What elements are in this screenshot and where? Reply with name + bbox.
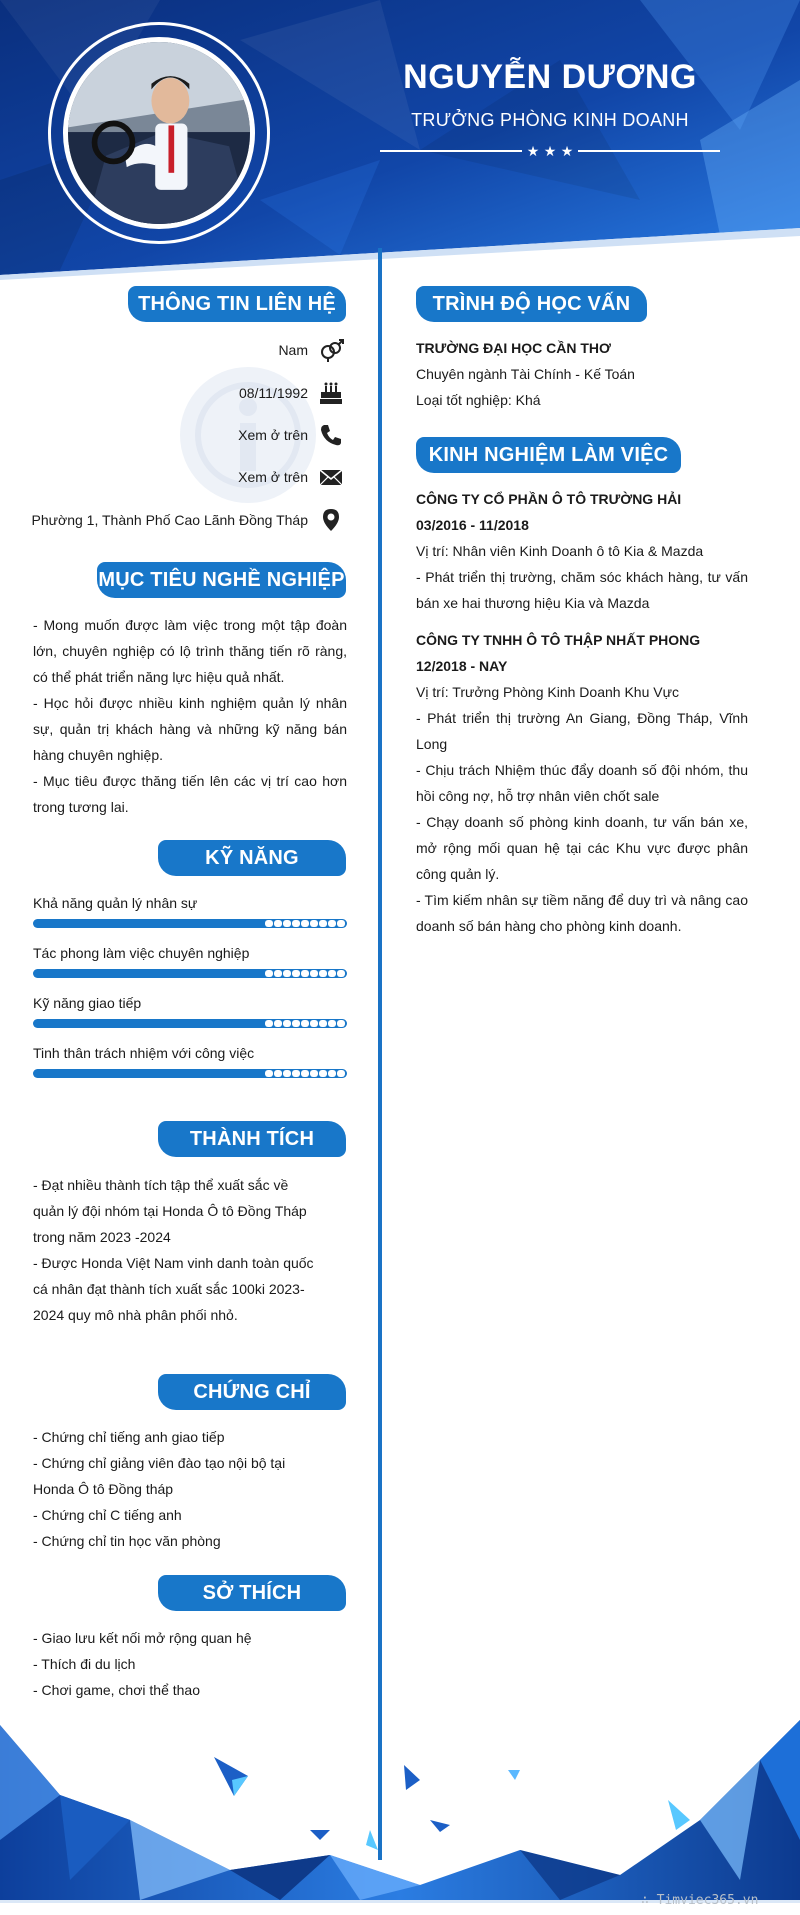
skill-item: [33, 895, 347, 928]
hobby-line: - Thích đi du lịch: [33, 1656, 136, 1672]
contact-heading: THÔNG TIN LIÊN HỆ: [128, 286, 346, 322]
gender-icon: [318, 337, 344, 363]
email-value: Xem ở trên: [238, 469, 308, 485]
job-period: 03/2016 - 11/2018: [416, 517, 529, 533]
skill-level-dots: [265, 920, 345, 927]
candidate-name: NGUYỄN DƯƠNG: [403, 58, 697, 96]
address-value: Phường 1, Thành Phố Cao Lãnh Đồng Tháp: [31, 512, 308, 528]
contact-gender: [278, 337, 344, 363]
job-description: - Tìm kiếm nhân sự tiềm năng để duy trì và nâng cao doanh số bán hàng cho phòng kinh doanh.: [416, 892, 748, 934]
skill-label: Tác phong làm việc chuyên nghiệp: [33, 945, 250, 961]
skill-item: [33, 945, 347, 978]
education-major: Chuyên ngành Tài Chính - Kế Toán: [416, 366, 635, 382]
certificate-line: - Chứng chỉ tiếng anh giao tiếp: [33, 1429, 225, 1445]
hobbies-text: [33, 1625, 347, 1703]
job-company: CÔNG TY CỔ PHẦN Ô TÔ TRƯỜNG HẢI: [416, 491, 682, 507]
contact-birthday: [239, 380, 344, 406]
column-divider: [378, 248, 382, 1860]
job-description: - Chịu trách Nhiệm thúc đẩy doanh số đội nhóm, thu hồi công nợ, hỗ trợ nhân viên chốt sale: [416, 762, 748, 804]
title-divider: [380, 142, 720, 160]
job-description: - Chạy doanh số phòng kinh doanh, tư vấn bán xe, mở rộng mối quan hệ tại các Khu vực được phân công quản lý.: [416, 814, 748, 882]
education-grade: Loại tốt nghiệp: Khá: [416, 392, 541, 408]
skill-level-dots: [265, 1070, 345, 1077]
certificates-text: [33, 1424, 347, 1554]
achievements-text: [33, 1172, 347, 1328]
job-position: Vị trí: Trưởng Phòng Kinh Doanh Khu Vực: [416, 684, 679, 700]
certificate-line: - Chứng chỉ tin học văn phòng: [33, 1533, 221, 1549]
profile-photo: [63, 37, 255, 229]
certificate-line: - Chứng chỉ giảng viên đào tạo nội bộ tại: [33, 1455, 286, 1471]
achievement-line: 2024 quy mô nhà phân phối nhỏ.: [33, 1307, 238, 1323]
location-icon: [318, 507, 344, 533]
footer-decoration: [0, 1700, 800, 1915]
hobbies-heading: SỞ THÍCH: [158, 1575, 346, 1611]
objective-text: [33, 612, 347, 820]
hobby-line: - Chơi game, chơi thể thao: [33, 1682, 200, 1698]
achievement-line: - Đạt nhiều thành tích tập thể xuất sắc về: [33, 1177, 289, 1193]
job-company: CÔNG TY TNHH Ô TÔ THẬP NHẤT PHONG: [416, 632, 701, 648]
certificate-line: Honda Ô tô Đồng tháp: [33, 1481, 174, 1497]
skill-label: Khả năng quản lý nhân sự: [33, 895, 198, 911]
objective-paragraph: - Mục tiêu được thăng tiến lên các vị trí cao hơn trong tương lai.: [33, 773, 347, 815]
contact-phone: [238, 422, 344, 448]
job-position: Vị trí: Nhân viên Kinh Doanh ô tô Kia & Mazda: [416, 543, 704, 559]
job-description: - Phát triển thị trường, chăm sóc khách hàng, tư vấn bán xe hai thương hiệu Kia và Mazda: [416, 569, 748, 611]
education-content: [416, 335, 748, 413]
experience-job: [416, 486, 748, 616]
achievement-line: quản lý đội nhóm tại Honda Ô tô Đồng Tháp: [33, 1203, 307, 1219]
achievements-heading: THÀNH TÍCH: [158, 1121, 346, 1157]
candidate-title: TRƯỞNG PHÒNG KINH DOANH: [411, 110, 689, 130]
skill-label: Kỹ năng giao tiếp: [33, 995, 142, 1011]
skill-level-dots: [265, 970, 345, 977]
mail-icon: [318, 464, 344, 490]
phone-value: Xem ở trên: [238, 427, 308, 443]
gender-value: Nam: [278, 342, 308, 358]
achievement-line: - Được Honda Việt Nam vinh danh toàn quốc: [33, 1255, 314, 1271]
skills-heading: KỸ NĂNG: [158, 840, 346, 876]
education-heading: TRÌNH ĐỘ HỌC VẤN: [416, 286, 647, 322]
hobby-line: - Giao lưu kết nối mở rộng quan hệ: [33, 1630, 252, 1646]
job-description: - Phát triển thị trường An Giang, Đồng Tháp, Vĩnh Long: [416, 710, 748, 752]
skill-bar: [33, 969, 347, 978]
skill-bar: [33, 1019, 347, 1028]
skill-item: [33, 1045, 347, 1078]
watermark: ∴ Timviec365.vn: [641, 1893, 759, 1908]
experience-heading: KINH NGHIỆM LÀM VIỆC: [416, 437, 681, 473]
objective-heading: MỤC TIÊU NGHỀ NGHIỆP: [97, 562, 346, 598]
skill-item: [33, 995, 347, 1028]
profile-photo-frame: [48, 22, 270, 244]
certificates-heading: CHỨNG CHỈ: [158, 1374, 346, 1410]
skill-bar: [33, 1069, 347, 1078]
achievement-line: cá nhân đạt thành tích xuất sắc 100ki 2023-: [33, 1281, 305, 1297]
experience-job: [416, 627, 748, 939]
phone-icon: [318, 422, 344, 448]
contact-address: [32, 507, 344, 533]
school-name: TRƯỜNG ĐẠI HỌC CẦN THƠ: [416, 340, 611, 356]
svg-text:★ ★ ★: ★ ★ ★: [526, 144, 574, 160]
skill-bar: [33, 919, 347, 928]
skill-level-dots: [265, 1020, 345, 1027]
achievement-line: trong năm 2023 -2024: [33, 1229, 171, 1245]
birthday-value: 08/11/1992: [238, 385, 308, 401]
objective-paragraph: - Học hỏi được nhiều kinh nghiệm quản lý nhân sự, quản trị khách hàng và những kỹ năng bán hàng chuyên nghiệp.: [33, 695, 347, 763]
objective-paragraph: - Mong muốn được làm việc trong một tập đoàn lớn, chuyên nghiệp có lộ trình thăng tiến rõ ràng, có thể phát triển năng lực hiệu quả nhất.: [33, 617, 347, 685]
job-period: 12/2018 - NAY: [416, 658, 508, 674]
birthday-cake-icon: [318, 380, 344, 406]
skill-label: Tinh thân trách nhiệm với công việc: [33, 1045, 255, 1061]
contact-email: [238, 464, 344, 490]
certificate-line: - Chứng chỉ C tiếng anh: [33, 1507, 182, 1523]
